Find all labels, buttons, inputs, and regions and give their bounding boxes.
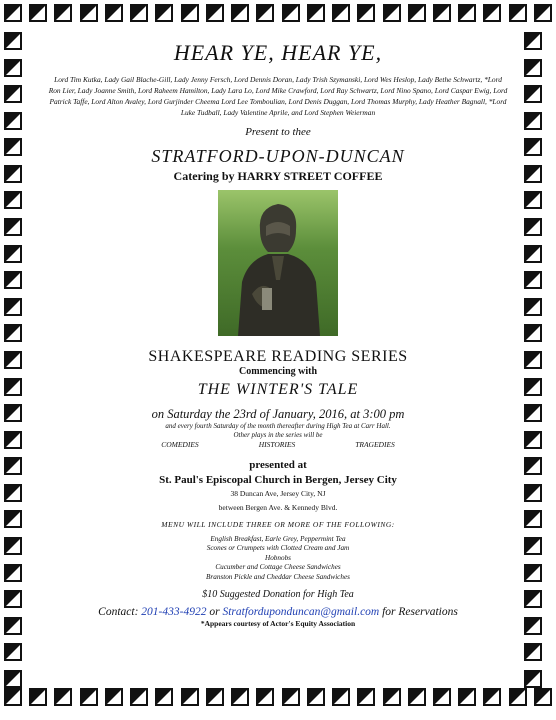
border-tile — [4, 245, 22, 263]
border-tile — [524, 457, 542, 475]
border-tile — [524, 404, 542, 422]
equity-note: *Appears courtesy of Actor's Equity Association — [200, 619, 356, 629]
border-tile — [4, 298, 22, 316]
border-tile — [383, 688, 401, 706]
border-tile — [524, 271, 542, 289]
menu-heading: MENU WILL INCLUDE THREE OR MORE OF THE FOLLOWING: — [161, 520, 395, 529]
contact-line — [40, 606, 516, 618]
border-tile — [4, 378, 22, 396]
border-tile — [524, 643, 542, 661]
border-tile — [483, 4, 501, 22]
play-title: THE WINTER'S TALE — [197, 381, 359, 398]
border-tile — [524, 537, 542, 555]
border-tile — [4, 510, 22, 528]
genre-comedies: COMEDIES — [161, 440, 199, 449]
menu-item: Scones or Crumpets with Clotted Cream and Jam — [206, 544, 350, 553]
border-tile — [4, 688, 22, 706]
border-tile — [524, 670, 542, 688]
border-tile — [458, 688, 476, 706]
border-tile — [524, 112, 542, 130]
schedule-note: and every fourth Saturday of the month thereafter during High Tea at Carr Hall. — [165, 422, 391, 430]
contact-or: or — [209, 606, 220, 619]
venue-address: 38 Duncan Ave, Jersey City, NJ — [230, 489, 326, 498]
border-tile — [383, 4, 401, 22]
border-top — [0, 4, 556, 32]
border-tile — [29, 688, 47, 706]
border-tile — [4, 404, 22, 422]
donation-line: $10 Suggested Donation for High Tea — [202, 589, 354, 601]
menu-item: Branston Pickle and Cheddar Cheese Sandwiches — [206, 572, 350, 581]
border-tile — [4, 617, 22, 635]
border-tile — [4, 590, 22, 608]
border-tile — [433, 4, 451, 22]
border-tile — [4, 431, 22, 449]
border-tile — [4, 643, 22, 661]
border-tile — [524, 191, 542, 209]
border-tile — [408, 4, 426, 22]
border-tile — [130, 688, 148, 706]
flyer-content — [40, 36, 516, 684]
border-tile — [524, 351, 542, 369]
border-tile — [534, 688, 552, 706]
border-tile — [206, 4, 224, 22]
border-tile — [524, 32, 542, 50]
menu-list — [40, 535, 516, 582]
border-tile — [433, 688, 451, 706]
border-tile — [524, 378, 542, 396]
border-tile — [4, 324, 22, 342]
border-tile — [524, 298, 542, 316]
border-tile — [524, 431, 542, 449]
border-tile — [80, 688, 98, 706]
border-tile — [524, 245, 542, 263]
border-tile — [155, 4, 173, 22]
event-date: on Saturday the 23rd of January, 2016, at 3:00 pm — [151, 407, 405, 421]
border-left — [4, 32, 32, 688]
border-tile — [4, 537, 22, 555]
border-tile — [256, 688, 274, 706]
email-link[interactable]: Stratforduponduncan@gmail.com — [222, 606, 380, 619]
border-tile — [509, 4, 527, 22]
border-tile — [307, 4, 325, 22]
border-tile — [524, 138, 542, 156]
shakespeare-statue-photo — [218, 190, 338, 336]
present-line: Present to thee — [245, 126, 311, 138]
border-tile — [181, 688, 199, 706]
border-tile — [524, 218, 542, 236]
border-tile — [524, 590, 542, 608]
border-tile — [4, 484, 22, 502]
contact-prefix: Contact: — [98, 606, 139, 619]
border-tile — [155, 688, 173, 706]
catering-line: Catering by HARRY STREET COFFEE — [173, 169, 383, 183]
border-tile — [524, 85, 542, 103]
border-tile — [4, 59, 22, 77]
border-tile — [181, 4, 199, 22]
border-tile — [256, 4, 274, 22]
genre-list — [40, 440, 516, 449]
other-plays-note: Other plays in the series will be — [233, 431, 323, 439]
series-title: SHAKESPEARE READING SERIES — [148, 348, 408, 365]
commencing-line: Commencing with — [238, 366, 318, 377]
border-tile — [80, 4, 98, 22]
border-tile — [524, 59, 542, 77]
border-bottom — [0, 688, 556, 716]
border-tile — [509, 688, 527, 706]
border-tile — [483, 688, 501, 706]
border-tile — [4, 32, 22, 50]
border-tile — [231, 4, 249, 22]
border-tile — [4, 165, 22, 183]
border-tile — [357, 4, 375, 22]
border-tile — [458, 4, 476, 22]
venue-cross-streets: between Bergen Ave. & Kennedy Blvd. — [218, 503, 338, 512]
menu-item: Cucumber and Cottage Cheese Sandwiches — [215, 563, 341, 572]
border-tile — [408, 688, 426, 706]
border-tile — [4, 138, 22, 156]
border-tile — [307, 688, 325, 706]
border-tile — [54, 688, 72, 706]
lords-list: Lord Tim Kutka, Lady Gail Blache-Gill, Lady Jenny Fersch, Lord Dennis Doran, Lady Trish Szymanski, Lord Wes Heslop, Lady Bethe Schwartz, *Lord Ron Lier, Lady Joanne Smith, Lord Raheem Hamilton, Lady Lara Lo, Lord Mike Crawford, Lord Ray Schwartz, Lord Nino Spano, Lord Caspar Ewig, Lord Patrick Taffe, Lord Alton Avaley, Lord Gurjinder Cheema Lord Lee Tomboulian, Lord Denis Duggan, Lord Thomas Murphy, Lady Heather Bagnall, *Lord Luke Tudball, Lady Valentine Aprile, and Lord Stephen Weierman — [48, 75, 508, 117]
border-tile — [105, 4, 123, 22]
menu-item: Hobnobs — [265, 553, 291, 562]
border-tile — [282, 688, 300, 706]
border-tile — [4, 191, 22, 209]
phone-link[interactable]: 201-433-4922 — [141, 606, 207, 619]
statue-illustration — [218, 190, 338, 336]
border-tile — [357, 688, 375, 706]
presented-at: presented at — [249, 459, 307, 471]
border-tile — [4, 271, 22, 289]
border-tile — [4, 218, 22, 236]
headline: HEAR YE, HEAR YE, — [173, 40, 383, 65]
contact-suffix: for Reservations — [382, 606, 458, 619]
border-tile — [54, 4, 72, 22]
venue-name: St. Paul's Episcopal Church in Bergen, Jersey City — [159, 474, 397, 486]
border-tile — [524, 484, 542, 502]
border-tile — [4, 4, 22, 22]
border-tile — [524, 324, 542, 342]
border-tile — [524, 617, 542, 635]
border-tile — [524, 564, 542, 582]
border-tile — [105, 688, 123, 706]
border-tile — [534, 4, 552, 22]
menu-item: English Breakfast, Earle Grey, Peppermint Tea — [210, 535, 346, 543]
org-name: STRATFORD-UPON-DUNCAN — [151, 146, 405, 166]
border-tile — [130, 4, 148, 22]
genre-tragedies: TRAGEDIES — [355, 440, 395, 449]
border-tile — [4, 564, 22, 582]
border-tile — [524, 165, 542, 183]
border-tile — [4, 457, 22, 475]
border-tile — [231, 688, 249, 706]
border-tile — [206, 688, 224, 706]
border-tile — [29, 4, 47, 22]
border-tile — [524, 510, 542, 528]
border-tile — [4, 351, 22, 369]
border-tile — [4, 85, 22, 103]
border-tile — [282, 4, 300, 22]
border-tile — [4, 112, 22, 130]
border-tile — [332, 688, 350, 706]
border-right — [524, 32, 552, 688]
genre-histories: HISTORIES — [258, 440, 296, 449]
border-tile — [332, 4, 350, 22]
border-tile — [4, 670, 22, 688]
